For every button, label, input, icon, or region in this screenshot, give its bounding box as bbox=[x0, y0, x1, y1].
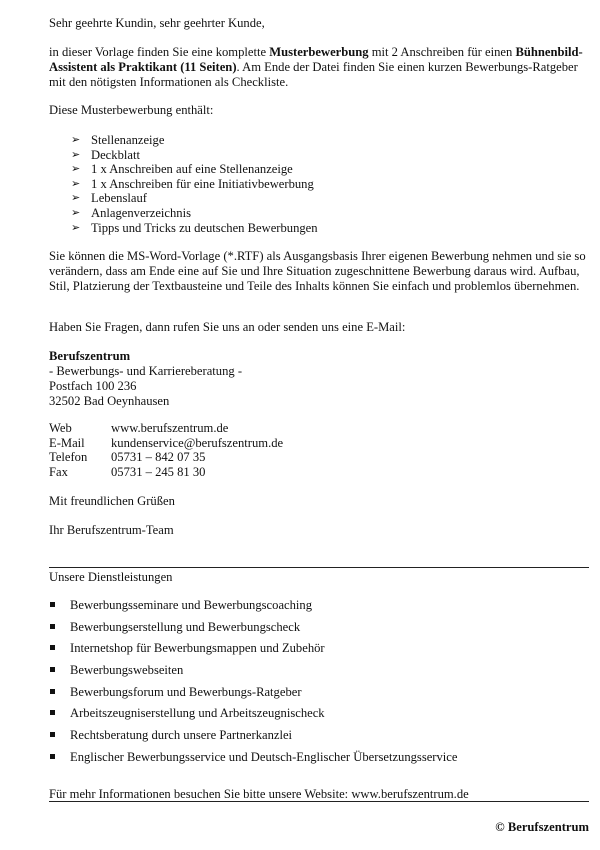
po-box: Postfach 100 236 bbox=[49, 379, 137, 393]
phone-number: 05731 – 842 07 35 bbox=[111, 450, 206, 465]
contact-row-fax bbox=[49, 465, 594, 480]
arrow-bullet-icon: ➢ bbox=[71, 163, 81, 176]
contact-label: Telefon bbox=[49, 450, 88, 465]
service-item bbox=[49, 728, 594, 750]
list-item-label: Deckblatt bbox=[91, 147, 140, 162]
square-bullet-icon bbox=[50, 732, 55, 737]
intro-bold-product: Musterbewerbung bbox=[269, 45, 369, 59]
square-bullet-icon bbox=[50, 710, 55, 715]
email-link[interactable]: kundenservice@berufszentrum.de bbox=[111, 435, 284, 450]
square-bullet-icon bbox=[50, 645, 55, 650]
services-heading: Unsere Dienstleistungen bbox=[49, 570, 173, 584]
list-item-label: Lebenslauf bbox=[91, 191, 147, 206]
contact-label: E-Mail bbox=[49, 435, 85, 450]
contents-heading: Diese Musterbewerbung enthält: bbox=[49, 103, 214, 117]
service-item bbox=[49, 663, 594, 685]
service-item bbox=[49, 685, 594, 707]
arrow-bullet-icon: ➢ bbox=[71, 206, 81, 219]
closing: Mit freundlichen Grüßen bbox=[49, 494, 175, 508]
arrow-bullet-icon: ➢ bbox=[71, 134, 81, 146]
contact-label: Fax bbox=[49, 464, 68, 479]
square-bullet-icon bbox=[50, 602, 55, 607]
service-label: Bewerbungsseminare und Bewerbungscoaching bbox=[70, 598, 313, 612]
company-tagline: - Bewerbungs- und Karriereberatung - bbox=[49, 364, 243, 378]
list-item bbox=[49, 133, 594, 148]
list-item bbox=[49, 221, 594, 236]
list-item-label: Tipps und Tricks zu deutschen Bewerbungen bbox=[91, 220, 318, 235]
square-bullet-icon bbox=[50, 624, 55, 629]
arrow-bullet-icon: ➢ bbox=[71, 221, 81, 234]
service-item bbox=[49, 750, 594, 772]
questions-text: Haben Sie Fragen, dann rufen Sie uns an oder senden uns eine E-Mail: bbox=[49, 320, 406, 334]
contents-list bbox=[49, 133, 594, 235]
website-note: Für mehr Informationen besuchen Sie bitte unsere Website: www.berufszentrum.de bbox=[49, 787, 469, 801]
arrow-bullet-icon: ➢ bbox=[71, 177, 81, 190]
list-item-label: Stellenanzeige bbox=[91, 133, 165, 147]
service-label: Arbeitszeugniserstellung und Arbeitszeugnischeck bbox=[70, 706, 325, 721]
arrow-bullet-icon: ➢ bbox=[71, 192, 81, 205]
list-item bbox=[49, 177, 594, 192]
service-item bbox=[49, 641, 594, 663]
square-bullet-icon bbox=[50, 754, 55, 759]
square-bullet-icon bbox=[50, 667, 55, 672]
divider bbox=[49, 801, 589, 802]
intro-paragraph bbox=[49, 45, 594, 90]
service-label: Bewerbungserstellung und Bewerbungscheck bbox=[70, 619, 301, 634]
signature: Ihr Berufszentrum-Team bbox=[49, 523, 174, 537]
service-item bbox=[49, 706, 594, 728]
divider bbox=[49, 567, 589, 568]
salutation: Sehr geehrte Kundin, sehr geehrter Kunde, bbox=[49, 16, 265, 30]
city: 32502 Bad Oeynhausen bbox=[49, 394, 170, 408]
intro-text: . Am Ende der Datei finden Sie einen kurzen Bewerbungs-Ratgeber mit den nötigsten Informationen als Checkliste. bbox=[49, 60, 578, 89]
intro-text: in dieser Vorlage finden Sie eine komplette bbox=[49, 45, 270, 59]
copyright: © Berufszentrum bbox=[495, 820, 589, 834]
service-item bbox=[49, 620, 594, 642]
list-item-label: 1 x Anschreiben für eine Initiativbewerbung bbox=[91, 176, 314, 191]
website-link[interactable]: www.berufszentrum.de bbox=[111, 421, 229, 435]
service-label: Bewerbungswebseiten bbox=[70, 663, 184, 678]
contact-block bbox=[49, 421, 594, 479]
list-item-label: 1 x Anschreiben auf eine Stellenanzeige bbox=[91, 162, 293, 177]
intro-bold-position: Bühnenbild-Assistent als Praktikant (11 Seiten) bbox=[49, 45, 583, 74]
list-item bbox=[49, 148, 594, 163]
list-item bbox=[49, 162, 594, 177]
service-label: Englischer Bewerbungsservice und Deutsch-Englischer Übersetzungsservice bbox=[70, 749, 458, 764]
list-item bbox=[49, 191, 594, 206]
company-name: Berufszentrum bbox=[49, 349, 131, 363]
contact-row-email bbox=[49, 436, 594, 451]
address-block bbox=[49, 349, 594, 409]
contact-row-phone bbox=[49, 450, 594, 465]
template-note: Sie können die MS-Word-Vorlage (*.RTF) als Ausgangsbasis Ihrer eigenen Bewerbung nehmen und sie so verändern, dass am Ende eine auf Sie und Ihre Situation zugeschnittene Bewerbung daraus wird. Aufbau, Stil, Platzierung der Textbausteine und Teile des Inhalts können Sie einfach und problemlos übernehmen. bbox=[49, 249, 586, 293]
service-label: Internetshop für Bewerbungsmappen und Zubehör bbox=[70, 641, 325, 656]
arrow-bullet-icon: ➢ bbox=[71, 148, 81, 161]
list-item-label: Anlagenverzeichnis bbox=[91, 205, 192, 220]
service-label: Rechtsberatung durch unsere Partnerkanzlei bbox=[70, 728, 293, 743]
contact-row-web bbox=[49, 421, 594, 436]
square-bullet-icon bbox=[50, 689, 55, 694]
services-list bbox=[49, 598, 594, 772]
service-item bbox=[49, 598, 594, 620]
list-item bbox=[49, 206, 594, 221]
service-label: Bewerbungsforum und Bewerbungs-Ratgeber bbox=[70, 684, 302, 699]
contact-label: Web bbox=[49, 421, 72, 435]
fax-number: 05731 – 245 81 30 bbox=[111, 464, 206, 479]
intro-text: mit 2 Anschreiben für einen bbox=[368, 45, 516, 59]
